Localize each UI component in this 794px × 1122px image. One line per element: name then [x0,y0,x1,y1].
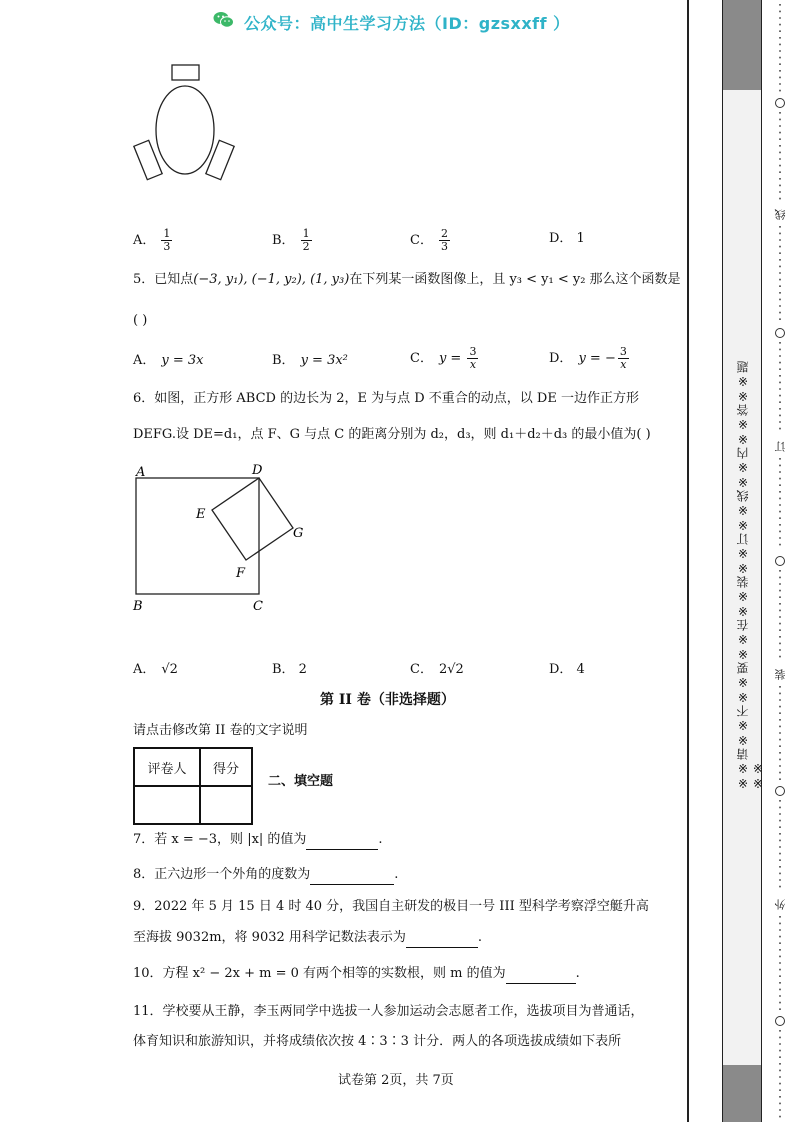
numerator: 3 [469,345,477,358]
grader-cell[interactable] [134,786,200,824]
label-c: C [253,599,263,614]
q8 [133,866,398,885]
wechat-icon [213,11,235,29]
binding-line [687,0,689,1122]
denominator: 3 [163,240,171,253]
numerator: 3 [619,345,627,358]
label-d: D [252,463,263,478]
choice-letter: B． [272,233,295,248]
q4-choice-c[interactable] [410,228,450,253]
choice-expr: y = [438,351,466,366]
choice-expr: y = 3x [161,353,204,368]
fraction [467,346,478,371]
q8-text: 8．正六边形一个外角的度数为 [133,867,311,882]
choice-letter: A． [133,662,156,677]
fraction [301,228,312,253]
q8-suffix: . [394,867,399,882]
choice-letter: B． [272,662,295,677]
q5-choice-a[interactable] [133,352,204,370]
denominator: x [620,358,627,371]
part2-note[interactable]: 请点击修改第 II 卷的文字说明 [133,723,308,738]
choice-letter: C． [410,233,433,248]
q5-choice-d[interactable] [549,346,629,371]
q5-paren: ( ) [133,313,148,328]
denominator: 3 [440,240,448,253]
q6-stem-line2: DEFG.设 DE=d₁，点 F、G 与点 C 的距离分别为 d₂，d₃，则 d₁＋d₂＋d₃ 的最小值为( ) [133,427,651,442]
q6-square-figure [128,460,313,620]
q4-choice-b[interactable] [272,228,312,253]
q4-choice-a[interactable] [133,228,172,253]
q4-table-figure [128,60,248,185]
q9-answer-blank[interactable] [406,929,478,948]
q9-line2 [133,929,482,948]
fraction [439,228,450,253]
binding-bar-bottom [722,1065,762,1122]
numerator: 1 [163,227,171,240]
choice-expr: 2√2 [438,662,464,677]
numerator: 2 [440,227,448,240]
choice-expr: y = 3x² [300,353,348,368]
square-defg [212,478,293,560]
q5-prefix: 5．已知点 [133,272,194,287]
choice-letter: A． [133,353,156,368]
q5-suffix: 在下列某一函数图像上，且 y₃ < y₁ < y₂ 那么这个函数是 [349,272,681,287]
choice-expr: y = − [578,351,616,366]
q7-answer-blank[interactable] [306,831,378,850]
choice-letter: D． [549,231,573,246]
q5-points: (−3, y₁), (−1, y₂), (1, y₃) [193,272,350,287]
q10-answer-blank[interactable] [506,965,576,984]
choice-expr: 4 [576,662,585,677]
mark-outer: 外 [774,898,787,910]
label-g: G [293,526,304,541]
q9-line1: 9．2022 年 5 月 15 日 4 时 40 分，我国自主研发的极目一号 III 型科学考察浮空艇升高 [133,899,649,914]
q11-line2: 体育知识和旅游知识，并将成绩依次按 4∶3∶3 计分．两人的各项选拔成绩如下表所 [133,1034,622,1049]
numerator: 1 [302,227,310,240]
seal-dotted-line [776,0,786,1122]
denominator: x [469,358,477,371]
q9-suffix: . [477,930,483,945]
label-a: A [136,465,146,480]
q11-line1: 11．学校要从王静，李玉两同学中选拔一人参加运动会志愿者工作，选拔项目为普通话， [133,1004,644,1019]
choice-letter: D． [549,351,573,366]
choice-letter: C． [410,351,433,366]
q8-answer-blank[interactable] [310,866,394,885]
mark-bind: 订 [774,440,787,452]
q5-stem [133,271,681,289]
choice-expr: √2 [161,662,178,677]
choice-letter: B． [272,353,295,368]
label-e: E [196,507,206,522]
choice-letter: D． [549,662,573,677]
score-table [133,747,253,825]
choice-letter: C． [410,662,433,677]
q7-suffix: . [378,832,383,847]
binding-bar-top [722,0,762,90]
mark-pack: 装 [774,668,787,680]
q7 [133,831,383,850]
q9-text: 至海拔 9032m，将 9032 用科学记数法表示为 [133,930,406,945]
denominator: 2 [302,240,310,253]
choice-letter: A． [133,233,156,248]
q5-choice-c[interactable] [410,346,478,371]
fraction [618,346,629,371]
q5-choice-b[interactable] [272,352,348,370]
q6-choice-a[interactable] [133,661,178,679]
q7-text: 7．若 x = −3，则 |x| 的值为 [133,832,307,847]
score-header: 得分 [200,748,252,786]
label-b: B [133,599,143,614]
q6-choice-b[interactable] [272,661,307,679]
q10 [133,965,580,984]
page-footer: 试卷第 2页，共 7页 [338,1073,454,1088]
binding-warning: ※※请※※不※※要※※在※※装※※订※※线※※内※※答※※题※※ [736,360,765,790]
choice-expr: 2 [298,662,307,677]
score-cell[interactable] [200,786,252,824]
q6-stem-line1: 6．如图，正方形 ABCD 的边长为 2，E 为与点 D 不重合的动点，以 DE 一边作正方形 [133,391,639,406]
mark-line: 线 [774,208,787,220]
section-fill-in: 二、填空题 [268,774,334,789]
fraction [161,228,172,253]
part2-title: 第 II 卷（非选择题） [320,692,455,708]
q6-choice-c[interactable] [410,661,464,679]
q10-text: 10．方程 x² − 2x + m = 0 有两个相等的实数根，则 m 的值为 [133,966,506,981]
q6-choice-d[interactable] [549,661,585,679]
label-f: F [236,566,246,581]
q10-suffix: . [575,966,580,981]
watermark-text: 公众号：高中生学习方法（ID：gzsxxff ） [244,14,570,33]
q4-choice-d[interactable] [549,230,585,248]
grader-header: 评卷人 [134,748,200,786]
choice-value: 1 [576,231,585,246]
